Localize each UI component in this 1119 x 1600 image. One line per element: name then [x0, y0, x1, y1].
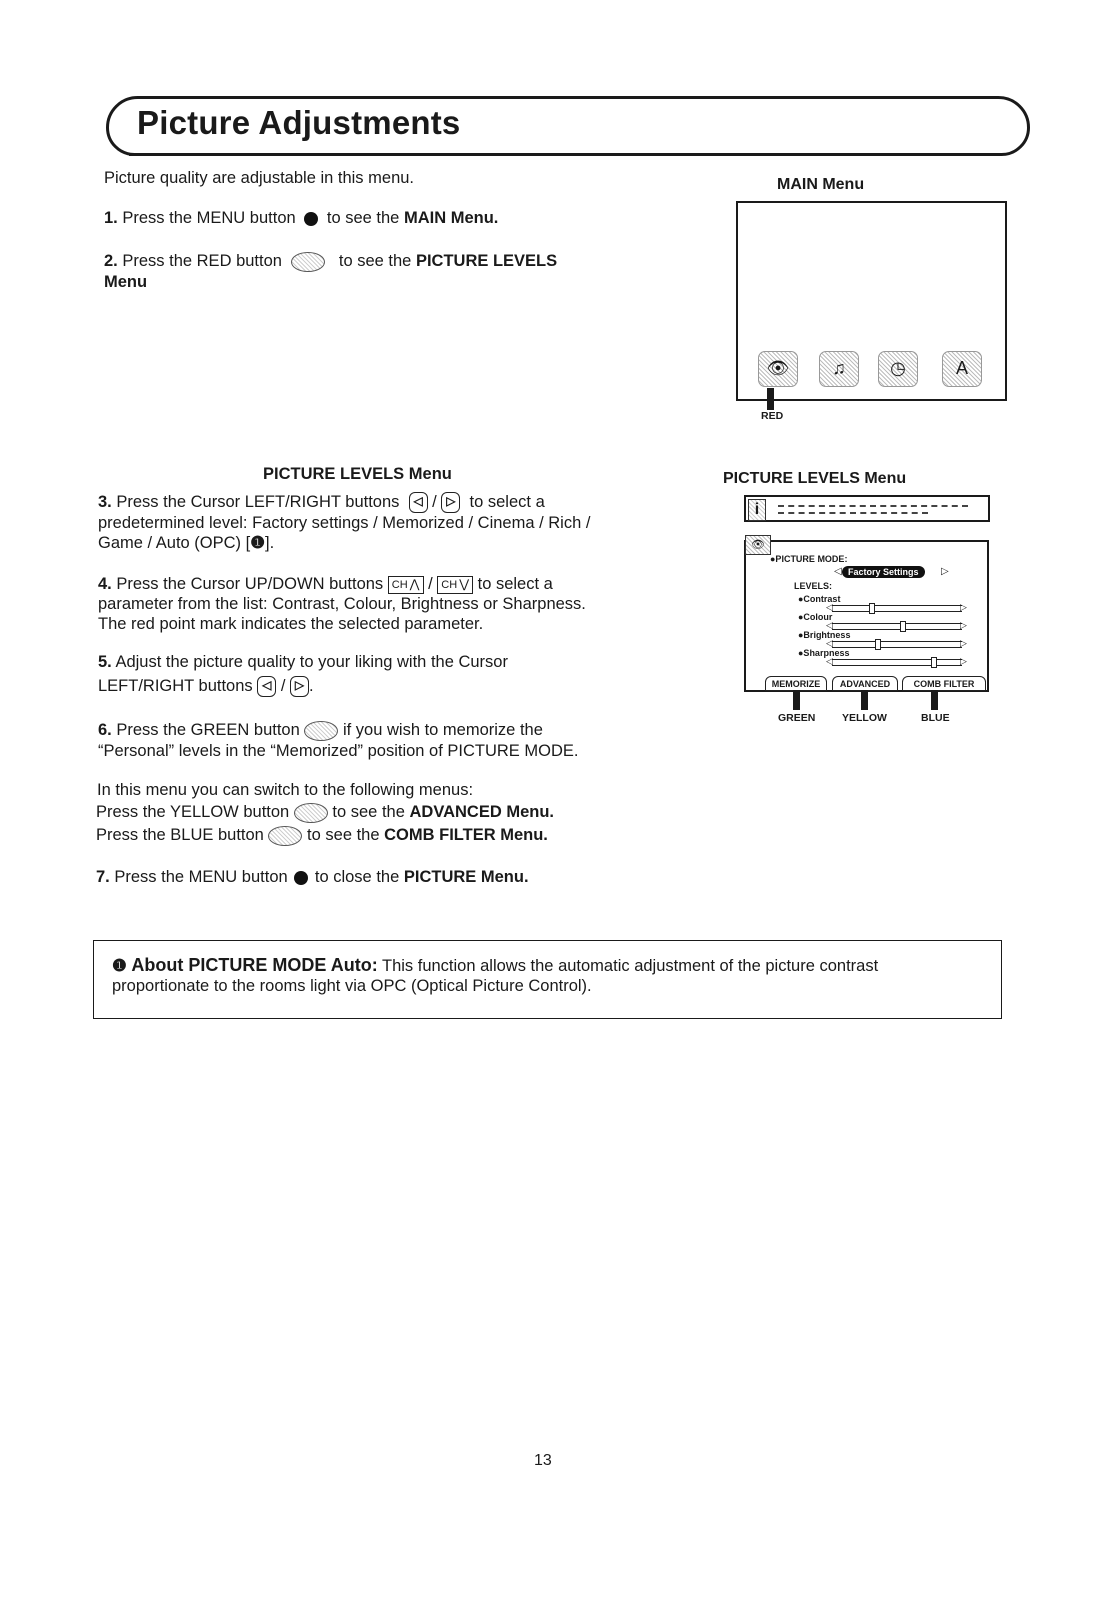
switch-intro: In this menu you can switch to the following menus: — [97, 781, 474, 799]
channel-down-icon: CH ⋁ — [437, 576, 473, 594]
yellow-pointer — [861, 690, 868, 710]
step-bold-text: Menu — [104, 272, 148, 291]
step-5 — [98, 652, 622, 697]
step-text: to see the — [332, 803, 405, 821]
page-title: Picture Adjustments — [137, 104, 461, 141]
eye-icon: 👁 — [758, 351, 798, 387]
step-bold-text: MAIN Menu. — [403, 209, 499, 227]
note-text — [112, 955, 992, 996]
clock-icon: ◷ — [878, 351, 918, 387]
tab-comb-filter: COMB FILTER — [902, 676, 986, 691]
slider-right-arrow-icon: ▷ — [960, 656, 967, 666]
step-text: Press the YELLOW button — [96, 803, 290, 821]
green-pointer-label: GREEN — [778, 712, 816, 724]
step-number: 3. — [98, 493, 112, 511]
step-number: 2. — [104, 252, 118, 270]
step-text: Press the GREEN button — [116, 721, 300, 739]
step-text: predetermined level: Factory settings / Memorized / Cinema / Rich / — [98, 514, 591, 533]
dashed-line — [778, 505, 968, 507]
channel-up-icon: CH ⋀ — [388, 576, 424, 594]
picture-levels-heading: PICTURE LEVELS Menu — [723, 470, 907, 487]
step-number: 4. — [98, 575, 112, 593]
mode-right-arrow-icon: ▷ — [941, 566, 949, 577]
cursor-left-icon: ◁ — [409, 492, 428, 513]
colour-slider — [832, 623, 962, 630]
red-pointer — [767, 388, 774, 410]
slider-right-arrow-icon: ▷ — [960, 602, 967, 612]
step-text: Press the MENU button — [122, 209, 296, 227]
step-text: Adjust the picture quality to your liking with the Cursor — [115, 653, 508, 671]
step-text: Press the Cursor UP/DOWN buttons — [116, 575, 384, 593]
step-3 — [98, 492, 622, 553]
red-button-icon — [291, 252, 325, 272]
step-number: 1. — [104, 209, 118, 227]
cursor-right-icon: ▷ — [441, 492, 460, 513]
channel-up-label: CH — [391, 578, 408, 591]
step-bold-text: PICTURE Menu. — [403, 868, 529, 886]
green-button-icon — [304, 721, 338, 741]
contrast-slider — [832, 605, 962, 612]
picture-mode-value: Factory Settings — [842, 566, 925, 578]
step-text: ]. — [265, 534, 275, 553]
step-2 — [104, 251, 644, 292]
step-bold-text: COMB FILTER Menu. — [384, 826, 548, 844]
switch-yellow — [96, 802, 554, 823]
note-line: proportionate to the rooms light via OPC (Optical Picture Control). — [112, 977, 592, 995]
menu-button-icon — [304, 212, 318, 226]
text-a-icon: A — [942, 351, 982, 387]
step-text: if you wish to memorize the — [342, 721, 543, 739]
step-text: to see the — [326, 209, 400, 227]
param-sharpness-label: ●Sharpness — [798, 648, 850, 658]
step-text: to see the — [307, 826, 380, 844]
cursor-left-icon: ◁ — [257, 676, 276, 697]
menu-button-icon — [294, 871, 308, 885]
note-box — [93, 940, 1002, 1019]
separator: / — [432, 493, 437, 511]
note-heading: About PICTURE MODE Auto: — [131, 955, 378, 975]
blue-button-icon — [268, 826, 302, 846]
sharpness-slider-thumb — [931, 657, 937, 668]
info-icon: i — [748, 499, 766, 521]
slider-right-arrow-icon: ▷ — [960, 638, 967, 648]
step-7 — [96, 867, 529, 887]
separator: / — [428, 575, 433, 593]
picture-levels-header-bar — [744, 495, 990, 522]
param-brightness-label: ●Brightness — [798, 630, 851, 640]
step-number: 6. — [98, 721, 112, 739]
channel-down-label: CH — [441, 578, 458, 591]
step-1 — [104, 208, 498, 228]
step-bold-text: ADVANCED Menu. — [409, 803, 555, 821]
step-text: Press the RED button — [122, 252, 282, 270]
step-text: The red point mark indicates the selected parameter. — [98, 615, 484, 633]
cursor-right-icon: ▷ — [290, 676, 309, 697]
step-text: Press the BLUE button — [96, 826, 264, 844]
main-menu-heading: MAIN Menu — [777, 176, 865, 193]
eye-icon: 👁 — [745, 535, 771, 555]
slider-left-arrow-icon: ◁ — [826, 638, 833, 648]
step-text: to close the — [314, 868, 400, 886]
note-mark: ❶ — [250, 534, 266, 553]
blue-pointer-label: BLUE — [921, 712, 950, 724]
param-contrast-label: ●Contrast — [798, 594, 841, 604]
separator: / — [280, 677, 286, 695]
step-text: “Personal” levels in the “Memorized” position of PICTURE MODE. — [98, 741, 579, 760]
switch-blue — [96, 825, 548, 846]
brightness-slider-thumb — [875, 639, 881, 650]
tab-advanced: ADVANCED — [832, 676, 898, 691]
picture-levels-diagram — [744, 540, 989, 692]
yellow-pointer-label: YELLOW — [842, 712, 887, 724]
main-menu-diagram — [736, 201, 1007, 401]
step-text: Press the MENU button — [114, 868, 288, 886]
step-text: to see the — [338, 252, 412, 270]
step-6 — [98, 720, 622, 761]
step-bold-text: PICTURE LEVELS — [415, 252, 558, 270]
step-number: 5. — [98, 653, 112, 671]
step-4 — [98, 574, 628, 634]
param-colour-label: ●Colour — [798, 612, 833, 622]
mode-left-arrow-icon: ◁ — [834, 566, 842, 577]
sharpness-slider — [832, 659, 962, 666]
step-text: Press the Cursor LEFT/RIGHT buttons — [116, 493, 400, 511]
picture-mode-label: ●PICTURE MODE: — [770, 554, 848, 564]
red-pointer-label: RED — [761, 410, 784, 422]
levels-label: LEVELS: — [794, 581, 833, 591]
step-text: Game / Auto (OPC) [ — [98, 534, 251, 553]
blue-pointer — [931, 690, 938, 710]
step-text: to select a — [477, 575, 553, 593]
page-number: 13 — [534, 1452, 552, 1469]
slider-left-arrow-icon: ◁ — [826, 602, 833, 612]
music-note-icon: ♫ — [819, 351, 859, 387]
step-text: LEFT/RIGHT buttons — [98, 677, 253, 695]
green-pointer — [793, 690, 800, 710]
contrast-slider-thumb — [869, 603, 875, 614]
note-mark: ❶ — [112, 957, 127, 975]
colour-slider-thumb — [900, 621, 906, 632]
separator: . — [309, 677, 314, 695]
brightness-slider — [832, 641, 962, 648]
step-number: 7. — [96, 868, 110, 886]
yellow-button-icon — [294, 803, 328, 823]
tab-memorize: MEMORIZE — [765, 676, 827, 691]
step-text: parameter from the list: Contrast, Colour, Brightness or Sharpness. — [98, 595, 586, 613]
step-text: to select a — [469, 493, 545, 511]
slider-left-arrow-icon: ◁ — [826, 620, 833, 630]
slider-right-arrow-icon: ▷ — [960, 620, 967, 630]
dashed-line — [778, 512, 928, 514]
slider-left-arrow-icon: ◁ — [826, 656, 833, 666]
note-line: This function allows the automatic adjustment of the picture contrast — [381, 957, 879, 975]
section-heading: PICTURE LEVELS Menu — [263, 465, 452, 483]
intro-text: Picture quality are adjustable in this menu. — [104, 169, 415, 187]
